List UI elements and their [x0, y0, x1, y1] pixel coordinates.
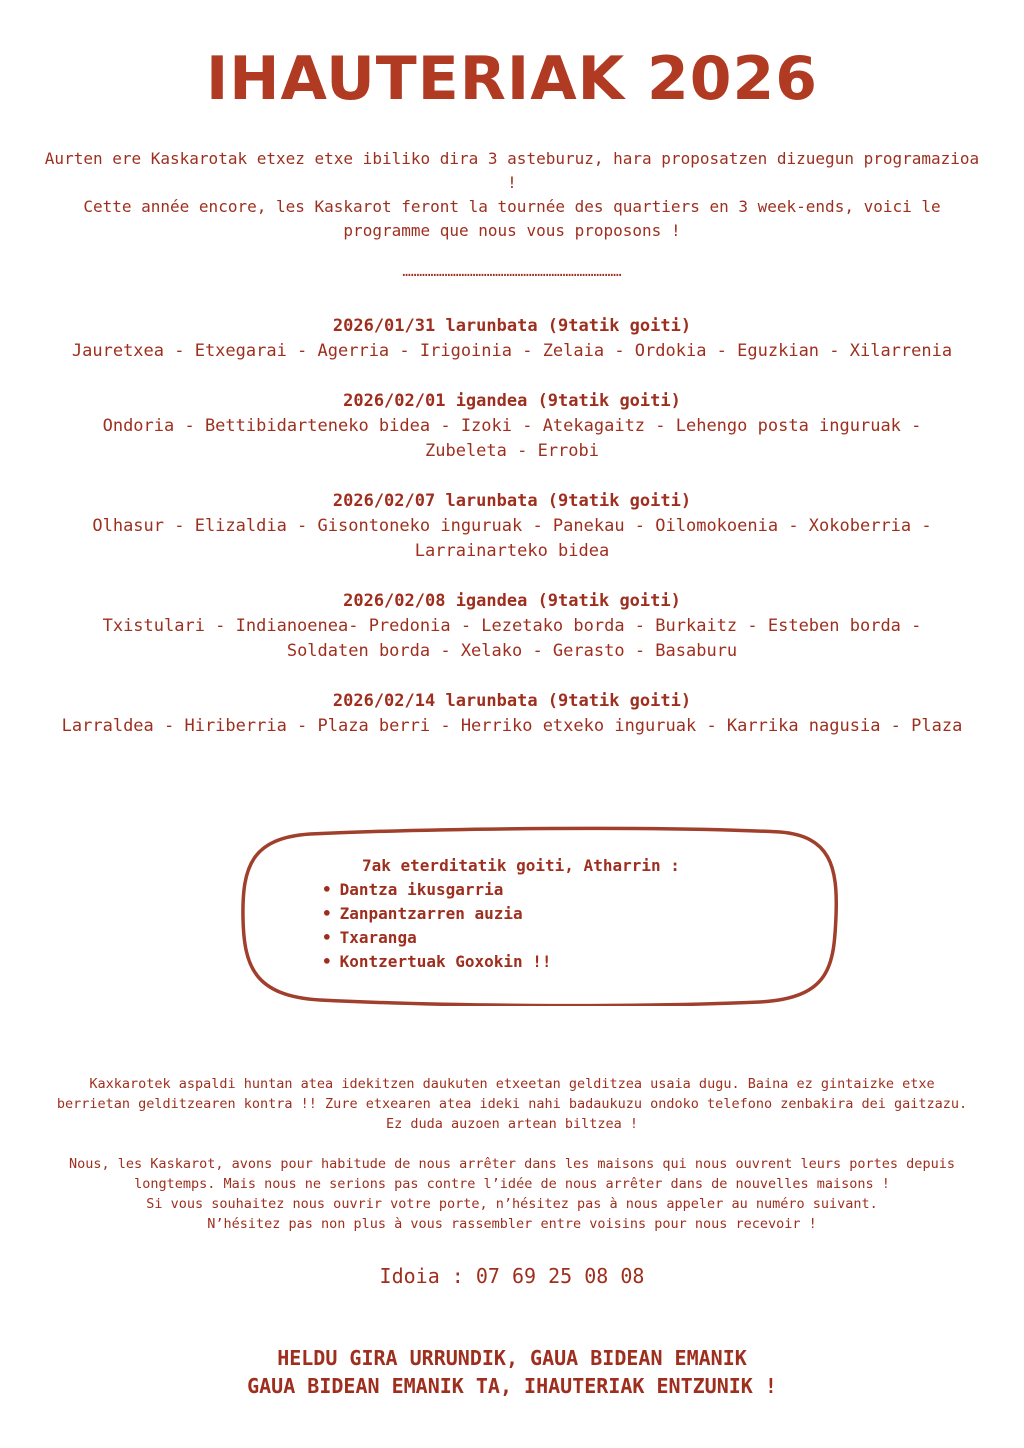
- schedule-date: 2026/02/08 igandea (9tatik goiti): [343, 591, 681, 611]
- page-title: IHAUTERIAK 2026: [205, 44, 819, 114]
- schedule-date: 2026/02/07 larunbata (9tatik goiti): [332, 491, 692, 511]
- schedule-places: Ondoria - Bettibidarteneko bidea - Izoki - Atekagaitz - Lehengo posta inguruak - Zubeleta - Errobi: [102, 416, 922, 461]
- footer-line-1: HELDU GIRA URRUNDIK, GAUA BIDEAN EMANIK: [277, 1346, 747, 1370]
- schedule-day: [60, 314, 964, 364]
- notes-french-3: N’hésitez pas non plus à vous rassembler entre voisins pour nous recevoir !: [207, 1216, 817, 1232]
- schedule-list: [60, 314, 964, 764]
- dotted-separator: ……………………………………………………………………: [402, 264, 622, 280]
- schedule-day: [60, 389, 964, 464]
- schedule-places: Olhasur - Elizaldia - Gisontoneko inguruak - Panekau - Oilomokoenia - Xokoberria - Larrainarteko bidea: [92, 516, 932, 561]
- schedule-date: 2026/02/01 igandea (9tatik goiti): [343, 391, 681, 411]
- event-heading: 7ak eterditatik goiti, Atharrin :: [362, 856, 680, 875]
- event-item: • Dantza ikusgarria: [322, 878, 680, 902]
- schedule-date: 2026/01/31 larunbata (9tatik goiti): [332, 316, 692, 336]
- notes-french-1: Nous, les Kaskarot, avons pour habitude de nous arrêter dans les maisons qui nous ouvrent leurs portes depuis longtemps. Mais nous ne serions pas contre l’idée de nous arrêter dans de nouvelles maisons !: [69, 1156, 955, 1192]
- event-item: • Kontzertuak Goxokin !!: [322, 950, 680, 974]
- event-item: • Zanpantzarren auzia: [322, 902, 680, 926]
- footer-slogan: [0, 1344, 1024, 1400]
- schedule-day: [60, 489, 964, 564]
- schedule-day: [60, 689, 964, 739]
- event-box: [240, 826, 840, 1006]
- schedule-day: [60, 589, 964, 664]
- intro-basque: Aurten ere Kaskarotak etxez etxe ibiliko dira 3 asteburuz, hara proposatzen dizuegun programazioa !: [44, 149, 980, 192]
- schedule-places: Jauretxea - Etxegarai - Agerria - Irigoinia - Zelaia - Ordokia - Eguzkian - Xilarrenia: [71, 341, 953, 361]
- notes-basque: Kaxkarotek aspaldi huntan atea idekitzen daukuten etxeetan gelditzea usaia dugu. Baina ez gintaizke etxe berrietan gelditzearen kontra !! Zure etxearen atea ideki nahi badaukuzu ondoko telefono zenbakira dei gaitzazu. Ez duda auzoen artean biltzea !: [56, 1076, 968, 1132]
- intro-french: Cette année encore, les Kaskarot feront la tournée des quartiers en 3 week-ends, voici le programme que nous vous proposons !: [83, 197, 941, 240]
- schedule-places: Txistulari - Indianoenea- Predonia - Lezetako borda - Burkaitz - Esteben borda - Soldaten borda - Xelako - Gerasto - Basaburu: [102, 616, 922, 661]
- contact-phone: Idoia : 07 69 25 08 08: [379, 1264, 645, 1288]
- event-box-content: [322, 854, 680, 974]
- notes-section: [50, 1074, 974, 1234]
- notes-french-2: Si vous souhaitez nous ouvrir votre porte, n’hésitez pas à nous appeler au numéro suivant.: [146, 1196, 878, 1212]
- event-list: [322, 878, 680, 974]
- schedule-places: Larraldea - Hiriberria - Plaza berri - Herriko etxeko inguruak - Karrika nagusia - Plaza: [61, 716, 963, 736]
- event-item: • Txaranga: [322, 926, 680, 950]
- intro-text: [40, 147, 984, 243]
- footer-line-2: GAUA BIDEAN EMANIK TA, IHAUTERIAK ENTZUNIK !: [247, 1374, 777, 1398]
- schedule-date: 2026/02/14 larunbata (9tatik goiti): [332, 691, 692, 711]
